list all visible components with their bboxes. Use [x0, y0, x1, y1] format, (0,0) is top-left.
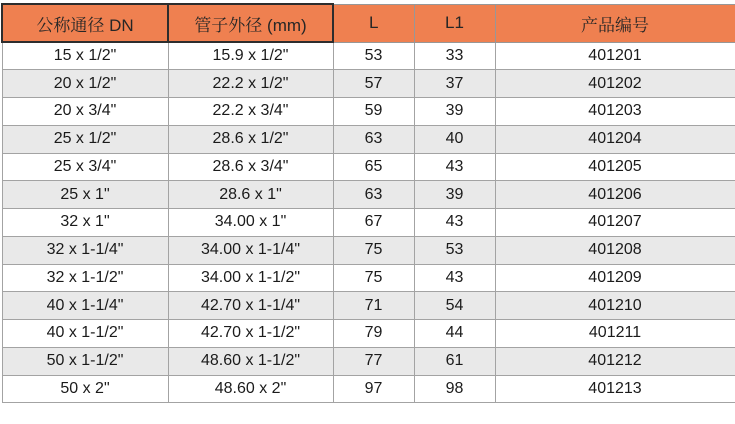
table-row — [2, 125, 735, 153]
cell-dn: 40 x 1-1/4" — [2, 292, 168, 320]
table-row — [2, 375, 735, 403]
cell-outer-diameter: 22.2 x 1/2" — [168, 70, 333, 98]
cell-l: 77 — [333, 347, 414, 375]
cell-outer-diameter: 28.6 x 1/2" — [168, 125, 333, 153]
cell-product-code: 401212 — [495, 347, 735, 375]
cell-outer-diameter: 34.00 x 1-1/4" — [168, 236, 333, 264]
cell-l1: 43 — [414, 209, 495, 237]
cell-l1: 43 — [414, 153, 495, 181]
table-row — [2, 98, 735, 126]
cell-l: 75 — [333, 236, 414, 264]
cell-dn: 15 x 1/2" — [2, 42, 168, 70]
cell-outer-diameter: 48.60 x 2" — [168, 375, 333, 403]
cell-l1: 98 — [414, 375, 495, 403]
column-header-l: L — [333, 4, 414, 42]
cell-outer-diameter: 42.70 x 1-1/2" — [168, 320, 333, 348]
cell-dn: 20 x 3/4" — [2, 98, 168, 126]
cell-l1: 43 — [414, 264, 495, 292]
cell-dn: 25 x 3/4" — [2, 153, 168, 181]
cell-product-code: 401211 — [495, 320, 735, 348]
cell-product-code: 401201 — [495, 42, 735, 70]
column-header-l1: L1 — [414, 4, 495, 42]
cell-dn: 32 x 1-1/4" — [2, 236, 168, 264]
cell-l: 63 — [333, 125, 414, 153]
cell-product-code: 401205 — [495, 153, 735, 181]
cell-l1: 39 — [414, 98, 495, 126]
cell-outer-diameter: 34.00 x 1-1/2" — [168, 264, 333, 292]
cell-outer-diameter: 34.00 x 1" — [168, 209, 333, 237]
table-row — [2, 264, 735, 292]
cell-product-code: 401210 — [495, 292, 735, 320]
cell-l1: 53 — [414, 236, 495, 264]
cell-l1: 39 — [414, 181, 495, 209]
cell-outer-diameter: 42.70 x 1-1/4" — [168, 292, 333, 320]
cell-l: 79 — [333, 320, 414, 348]
cell-product-code: 401203 — [495, 98, 735, 126]
table-row — [2, 153, 735, 181]
cell-product-code: 401209 — [495, 264, 735, 292]
cell-outer-diameter: 48.60 x 1-1/2" — [168, 347, 333, 375]
cell-l: 97 — [333, 375, 414, 403]
cell-product-code: 401207 — [495, 209, 735, 237]
cell-l1: 44 — [414, 320, 495, 348]
table-header — [2, 4, 735, 42]
header-row — [2, 4, 735, 42]
table-row — [2, 209, 735, 237]
cell-l: 75 — [333, 264, 414, 292]
table-row — [2, 42, 735, 70]
cell-product-code: 401213 — [495, 375, 735, 403]
table-row — [2, 181, 735, 209]
cell-outer-diameter: 15.9 x 1/2" — [168, 42, 333, 70]
cell-product-code: 401208 — [495, 236, 735, 264]
table-body — [2, 42, 735, 403]
cell-dn: 32 x 1" — [2, 209, 168, 237]
cell-outer-diameter: 28.6 x 1" — [168, 181, 333, 209]
cell-outer-diameter: 28.6 x 3/4" — [168, 153, 333, 181]
cell-l1: 54 — [414, 292, 495, 320]
table-row — [2, 347, 735, 375]
cell-dn: 32 x 1-1/2" — [2, 264, 168, 292]
table-row — [2, 236, 735, 264]
cell-l1: 37 — [414, 70, 495, 98]
product-spec-table-container — [1, 3, 734, 403]
cell-l: 63 — [333, 181, 414, 209]
cell-l: 65 — [333, 153, 414, 181]
cell-l1: 61 — [414, 347, 495, 375]
cell-l1: 40 — [414, 125, 495, 153]
cell-dn: 20 x 1/2" — [2, 70, 168, 98]
cell-product-code: 401206 — [495, 181, 735, 209]
cell-l: 67 — [333, 209, 414, 237]
product-spec-table — [1, 3, 735, 403]
cell-l: 71 — [333, 292, 414, 320]
cell-l: 59 — [333, 98, 414, 126]
cell-dn: 50 x 1-1/2" — [2, 347, 168, 375]
table-row — [2, 292, 735, 320]
column-header-product-code: 产品编号 — [495, 4, 735, 42]
cell-l: 53 — [333, 42, 414, 70]
cell-l: 57 — [333, 70, 414, 98]
cell-dn: 25 x 1" — [2, 181, 168, 209]
cell-l1: 33 — [414, 42, 495, 70]
cell-outer-diameter: 22.2 x 3/4" — [168, 98, 333, 126]
cell-dn: 25 x 1/2" — [2, 125, 168, 153]
column-header-dn: 公称通径 DN — [2, 4, 168, 42]
cell-product-code: 401204 — [495, 125, 735, 153]
cell-product-code: 401202 — [495, 70, 735, 98]
table-row — [2, 320, 735, 348]
table-row — [2, 70, 735, 98]
cell-dn: 50 x 2" — [2, 375, 168, 403]
column-header-outer-diameter: 管子外径 (mm) — [168, 4, 333, 42]
cell-dn: 40 x 1-1/2" — [2, 320, 168, 348]
